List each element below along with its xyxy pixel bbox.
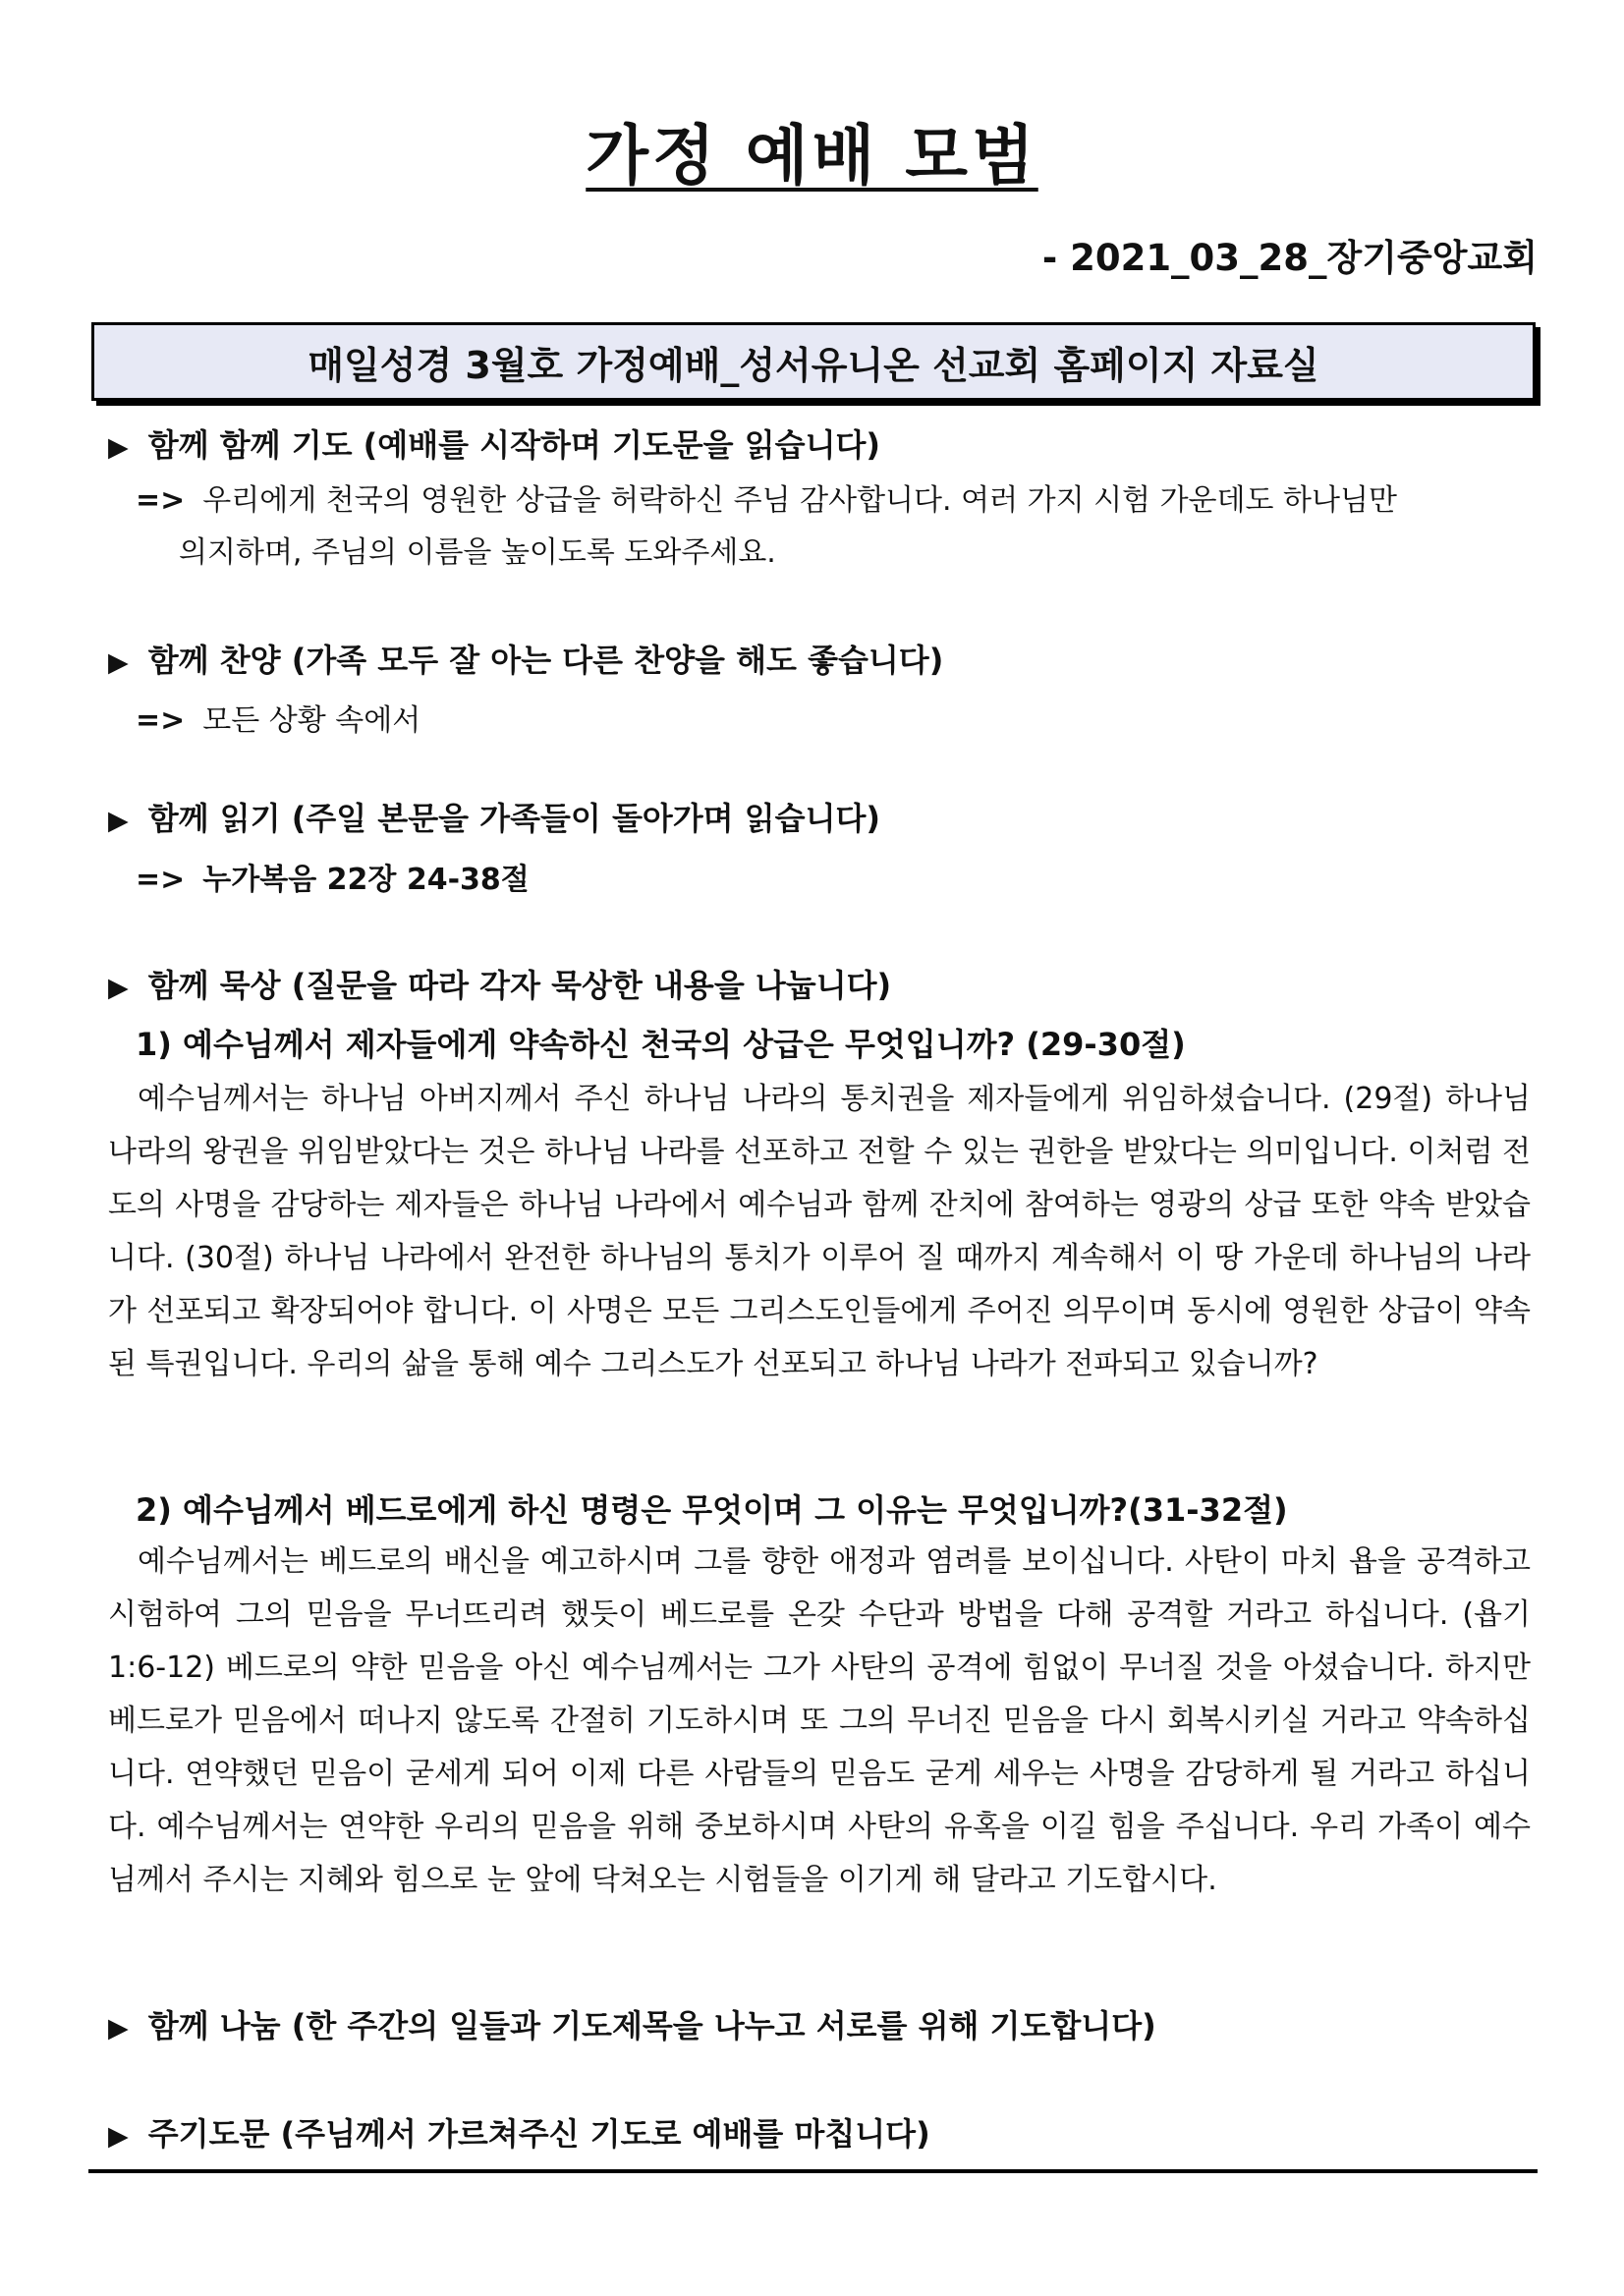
section-lords-prayer-title: 주기도문 (주님께서 가르쳐주신 기도로 예배를 마칩니다) <box>147 2115 930 2153</box>
reading-passage: 누가복음 22장 24-38절 <box>202 863 530 897</box>
question-2: 2) 예수님께서 베드로에게 하신 명령은 무엇이며 그 이유는 무엇입니까?(31-32절) <box>136 1491 1288 1529</box>
prayer-line-2: 의지하며, 주님의 이름을 높이도록 도와주세요. <box>179 535 776 570</box>
bullet-icon: ▶ <box>108 647 129 678</box>
section-meditation-title: 함께 묵상 (질문을 따라 각자 묵상한 내용을 나눕니다) <box>147 967 892 1004</box>
section-sharing-title: 함께 나눔 (한 주간의 일들과 기도제목을 나누고 서로를 위해 기도합니다) <box>147 2007 1156 2044</box>
section-praise-title: 함께 찬양 (가족 모두 잘 아는 다른 찬양을 해도 좋습니다) <box>147 642 944 679</box>
arrow-icon: => <box>136 703 186 738</box>
bullet-icon: ▶ <box>108 973 129 1003</box>
arrow-icon: => <box>136 863 186 897</box>
praise-song: 모든 상황 속에서 <box>202 703 421 738</box>
bullet-icon: ▶ <box>108 2013 129 2044</box>
section-praise-heading <box>108 636 943 681</box>
prayer-line-1 <box>136 476 1397 519</box>
bullet-icon: ▶ <box>108 806 129 836</box>
section-reading-title: 함께 읽기 (주일 본문을 가족들이 돌아가며 읽습니다) <box>147 800 881 837</box>
page-title-text: 가정 예배 모범 <box>586 118 1038 194</box>
arrow-icon: => <box>136 483 186 518</box>
section-sharing-heading <box>108 2001 1156 2046</box>
section-prayer-title: 함께 함께 기도 (예배를 시작하며 기도문을 읽습니다) <box>147 426 881 464</box>
section-reading-heading <box>108 794 880 839</box>
answer-paragraph-1: 예수님께서는 하나님 아버지께서 주신 하나님 나라의 통치권을 제자들에게 위임하셨습니다. (29절) 하나님 나라의 왕권을 위임받았다는 것은 하나님 나라를 선포하고 전할 수 있는 권한을 받았다는 의미입니다. 이처럼 전도의 사명을 감당하는 제자들은 하나님 나라에서 예수님과 함께 잔치에 참여하는 영광의 상급 또한 약속 받았습니다. (30절) 하나님 나라에서 완전한 하나님의 통치가 이루어 질 때까지 계속해서 이 땅 가운데 하나님의 나라가 선포되고 확장되어야 합니다. 이 사명은 모든 그리스도인들에게 주어진 의무이며 동시에 영원한 상급이 약속된 특권입니다. 우리의 삶을 통해 예수 그리스도가 선포되고 하나님 나라가 전파되고 있습니까? <box>108 1082 1531 1381</box>
bullet-icon: ▶ <box>108 432 129 463</box>
section-meditation-heading <box>108 961 891 1006</box>
section-lords-prayer-heading <box>108 2109 930 2155</box>
praise-line <box>136 696 420 739</box>
source-banner: 매일성경 3월호 가정예배_성서유니온 선교회 홈페이지 자료실 <box>91 322 1536 401</box>
prayer-text-1: 우리에게 천국의 영원한 상급을 허락하신 주님 감사합니다. 여러 가지 시험 가운데도 하나님만 <box>202 483 1397 518</box>
reading-line <box>136 855 530 898</box>
page-title <box>0 103 1624 196</box>
date-church-subtitle: - 2021_03_28_장기중앙교회 <box>1041 237 1538 279</box>
bullet-icon: ▶ <box>108 2121 129 2152</box>
section-prayer-heading <box>108 420 880 466</box>
answer-paragraph-2: 예수님께서는 베드로의 배신을 예고하시며 그를 향한 애정과 염려를 보이십니다. 사탄이 마치 욥을 공격하고 시험하여 그의 믿음을 무너뜨리려 했듯이 베드로를 온갖 수단과 방법을 다해 공격할 거라고 하십니다. (욥기 1:6-12) 베드로의 약한 믿음을 아신 예수님께서는 그가 사탄의 공격에 힘없이 무너질 것을 아셨습니다. 하지만 베드로가 믿음에서 떠나지 않도록 간절히 기도하시며 또 그의 무너진 믿음을 다시 회복시키실 거라고 약속하십니다. 연약했던 믿음이 굳세게 되어 이제 다른 사람들의 믿음도 굳게 세우는 사명을 감당하게 될 거라고 하십니다. 예수님께서는 연약한 우리의 믿음을 위해 중보하시며 사탄의 유혹을 이길 힘을 주십니다. 우리 가족이 예수님께서 주시는 지혜와 힘으로 눈 앞에 닥쳐오는 시험들을 이기게 해 달라고 기도합시다. <box>108 1544 1531 1897</box>
bottom-divider <box>88 2169 1538 2173</box>
question-1: 1) 예수님께서 제자들에게 약속하신 천국의 상급은 무엇입니까? (29-30절) <box>136 1026 1186 1063</box>
